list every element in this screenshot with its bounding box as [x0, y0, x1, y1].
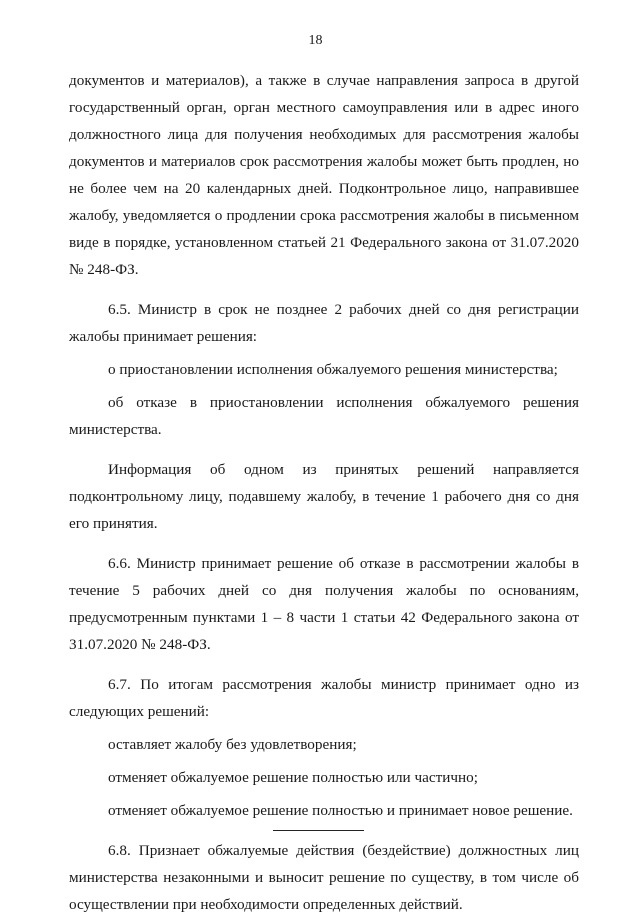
list-item-leave-without-satisfaction: оставляет жалобу без удовлетворения;	[108, 736, 357, 753]
list-item-refusal-suspension: об отказе в приостановлении исполнения обжалуемого решения министерства.	[69, 394, 579, 438]
paragraph-6-8: 6.8. Признает обжалуемые действия (бездействие) должностных лиц министерства незаконными и выносит решение по существу, в том числе об осуществлении при необходимости определенных действий.	[69, 842, 579, 913]
paragraph-continuation: документов и материалов), а также в случае направления запроса в другой государственный орган, орган местного самоуправления или в адрес иного должностного лица для получения необходимых для рассмотрения жалобы документов и материалов срок рассмотрения жалобы может быть продлен, но не более чем на 20 календарных дней. Подконтрольное лицо, направившее жалобу, уведомляется о продлении срока рассмотрения жалобы в письменном виде в порядке, установленном статьей 21 Федерального закона от 31.07.2020 № 248-ФЗ.	[69, 72, 579, 278]
list-item-cancel-decision: отменяет обжалуемое решение полностью или частично;	[108, 769, 478, 786]
paragraph-6-5: 6.5. Министр в срок не позднее 2 рабочих дней со дня регистрации жалобы принимает решения:	[69, 301, 579, 345]
end-separator-line	[273, 830, 364, 831]
list-item-cancel-and-new-decision: отменяет обжалуемое решение полностью и принимает новое решение.	[108, 802, 573, 819]
paragraph-6-7: 6.7. По итогам рассмотрения жалобы министр принимает одно из следующих решений:	[69, 676, 579, 720]
list-item-suspension: о приостановлении исполнения обжалуемого решения министерства;	[108, 361, 558, 378]
document-body	[69, 67, 579, 918]
page-number: 18	[308, 33, 323, 48]
paragraph-information: Информация об одном из принятых решений направляется подконтрольному лицу, подавшему жалобу, в течение 1 рабочего дня со дня его принятия.	[69, 461, 579, 532]
paragraph-6-6: 6.6. Министр принимает решение об отказе в рассмотрении жалобы в течение 5 рабочих дней со дня получения жалобы по основаниям, предусмотренным пунктами 1 – 8 части 1 статьи 42 Федерального закона от 31.07.2020 № 248-ФЗ.	[69, 555, 579, 653]
